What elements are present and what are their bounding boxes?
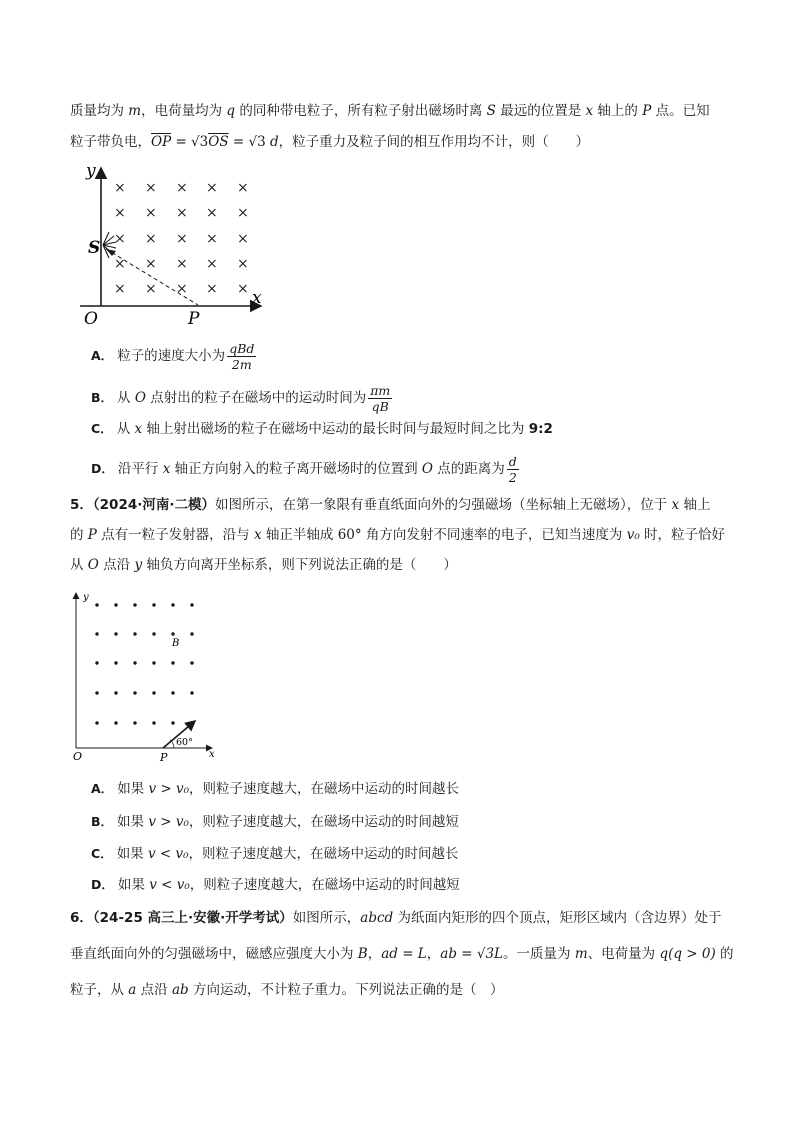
field-cross: × (176, 281, 188, 297)
field-dot (171, 632, 174, 635)
field-cross: × (114, 281, 126, 297)
field-dot (114, 721, 117, 724)
q5-option-a[interactable]: A． 如果 v > v₀，则粒子速度越大，在磁场中运动的时间越长 (91, 781, 460, 797)
field-cross: × (176, 256, 188, 272)
q4-option-c[interactable]: C． 从 x 轴上射出磁场的粒子在磁场中运动的最长时间与最短时间之比为 9:2 (91, 421, 553, 437)
q4-option-d[interactable]: D． 沿平行 x 轴正方向射入的粒子离开磁场时的位置到 O 点的距离为 $\frac{d}{2}$ (91, 454, 517, 485)
field-dot (152, 661, 155, 664)
field-cross: × (145, 205, 157, 221)
field-cross: × (206, 180, 218, 196)
field-dot (152, 721, 155, 724)
origin-label: O (73, 750, 83, 763)
point-s-label: S (88, 238, 101, 258)
field-dot (152, 691, 155, 694)
field-cross: × (237, 205, 249, 221)
field-dot (133, 721, 136, 724)
field-cross: × (176, 231, 188, 247)
field-dot (152, 603, 155, 606)
field-cross: × (114, 231, 126, 247)
field-cross: × (145, 281, 157, 297)
field-dot (133, 603, 136, 606)
q4-option-a[interactable]: A． 粒子的速度大小为 $\frac{\text{qBd}}{2m}$ (91, 341, 255, 372)
field-dot (114, 603, 117, 606)
field-cross: × (145, 231, 157, 247)
field-dot (190, 691, 193, 694)
y-axis-label: y (83, 592, 89, 603)
q5-option-b[interactable]: B． 如果 v > v₀，则粒子速度越大，在磁场中运动的时间越短 (91, 814, 459, 830)
field-cross: × (176, 205, 188, 221)
field-cross: × (145, 256, 157, 272)
field-dot (190, 603, 193, 606)
field-cross: × (114, 180, 126, 196)
field-dot (133, 661, 136, 664)
field-dot (190, 632, 193, 635)
field-cross: × (237, 180, 249, 196)
field-dot (114, 691, 117, 694)
figure-q5-magnetic-field (66, 588, 226, 766)
field-dot (171, 691, 174, 694)
field-dot (95, 721, 98, 724)
field-dot (171, 661, 174, 664)
field-cross: × (237, 256, 249, 272)
field-dot (114, 632, 117, 635)
y-axis-label: y (86, 161, 96, 181)
field-cross: × (237, 281, 249, 297)
figure-q4-magnetic-field (76, 158, 276, 328)
field-cross: × (206, 231, 218, 247)
field-cross: × (114, 205, 126, 221)
field-dots (95, 603, 193, 724)
field-dot (171, 603, 174, 606)
q5-stem-line3: 从 O 点沿 y 轴负方向离开坐标系，则下列说法正确的是（ ） (70, 557, 457, 573)
field-dot (152, 632, 155, 635)
q6-stem-line1: 6．（24-25 高三上·安徽·开学考试）如图所示，abcd 为纸面内矩形的四个顶点，矩形区域内（含边界）处于 (70, 910, 722, 926)
point-p-label: P (160, 751, 168, 764)
field-dot (95, 661, 98, 664)
field-dot (114, 661, 117, 664)
q6-stem-line3: 粒子，从 a 点沿 ab 方向运动，不计粒子重力。下列说法正确的是（ ） (70, 982, 504, 998)
field-cross: × (114, 256, 126, 272)
field-dot (95, 691, 98, 694)
field-cross: × (206, 256, 218, 272)
field-cross: × (237, 231, 249, 247)
field-crosses (114, 180, 249, 297)
x-axis-label: x (252, 288, 262, 308)
field-cross: × (176, 180, 188, 196)
field-dot (133, 632, 136, 635)
point-p-label: P (188, 309, 200, 328)
q4-stem-line1: 质量均为 m，电荷量均为 q 的同种带电粒子，所有粒子射出磁场时离 S 最远的位置是 x 轴上的 P 点。已知 (70, 103, 710, 119)
q5-stem-line1: 5．（2024·河南·二模）如图所示，在第一象限有垂直纸面向外的匀强磁场（坐标轴上无磁场），位于 x 轴上 (70, 497, 711, 513)
field-dot (95, 632, 98, 635)
field-b-label: B (172, 638, 180, 649)
origin-label: O (84, 309, 98, 328)
q4-option-b[interactable]: B． 从 O 点射出的粒子在磁场中的运动时间为 $\frac{\pi m}{qB}$ (91, 383, 391, 414)
field-cross: × (206, 281, 218, 297)
field-cross: × (206, 205, 218, 221)
q5-stem-line2: 的 P 点有一粒子发射器，沿与 x 轴正半轴成 60° 角方向发射不同速率的电子，已知当速度为 v₀ 时，粒子恰好 (70, 527, 726, 543)
q5-option-d[interactable]: D． 如果 v < v₀，则粒子速度越大，在磁场中运动的时间越短 (91, 877, 460, 893)
x-axis-label: x (209, 749, 215, 760)
field-dot (190, 661, 193, 664)
angle-label: 60° (176, 737, 193, 748)
field-dot (95, 603, 98, 606)
q5-option-c[interactable]: C． 如果 v < v₀，则粒子速度越大，在磁场中运动的时间越长 (91, 846, 459, 862)
field-dot (171, 721, 174, 724)
q4-stem-line2: 粒子带负电，$\overline{OP} = √3\overline{OS} = √3$ d，粒子重力及粒子间的相互作用均不计，则（ ） (70, 134, 590, 150)
q6-stem-line2: 垂直纸面向外的匀强磁场中，磁感应强度大小为 B，ad = L，ab = √3L。一质量为 m、电荷量为 q(q > 0) 的 (70, 946, 734, 962)
field-dot (133, 691, 136, 694)
field-cross: × (145, 180, 157, 196)
